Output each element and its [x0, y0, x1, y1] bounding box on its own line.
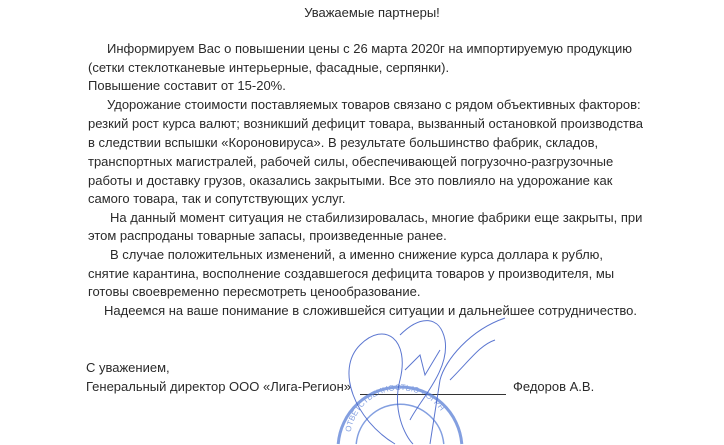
body-line: На данный момент ситуация не стабилизировалась, многие фабрики еще закрыты, при	[110, 210, 643, 225]
stamp	[338, 383, 462, 444]
body-line: самого товара, так и сопутствующих услуг.	[88, 191, 346, 206]
body-line: готовы своевременно пересмотреть ценообразование.	[88, 284, 421, 299]
body-line: (сетки стеклотканевые интерьерные, фасадные, серпянки).	[88, 60, 450, 75]
body-line: Повышение составит от 15-20%.	[88, 78, 286, 93]
closing: С уважением,	[86, 360, 170, 375]
body-line: Надеемся на ваше понимание в сложившейся ситуации и дальнейшее сотрудничество.	[104, 303, 637, 318]
body-line: транспортных магистралей, рабочей силы, обеспечивающей погрузочно-разгрузочные	[88, 154, 614, 169]
body-line: этом распроданы товарные запасы, произведенные ранее.	[88, 228, 447, 243]
stamp-text: ОТВЕТСТВЕННОСТЬЮ • ОГРН	[343, 382, 447, 433]
body-line: работы и доставку грузов, оказались закрытыми. Все это повлияло на удорожание как	[88, 173, 613, 188]
signer-title: Генеральный директор ООО «Лига-Регион»	[86, 379, 352, 394]
body-line: В случае положительных изменений, а именно снижение курса доллара к рублю,	[110, 247, 604, 262]
body-line: в следствии вспышки «Короновируса». В результате большинство фабрик, складов,	[88, 135, 599, 150]
body-line: снятие карантина, восполнение создавшегося дефицита товаров у производителя, мы	[88, 266, 615, 281]
letter-title: Уважаемые партнеры!	[304, 5, 440, 20]
signer-name: Федоров А.В.	[513, 379, 595, 394]
body-line: резкий рост курса валют; возникший дефицит товара, вызванный остановкой производства	[88, 116, 643, 131]
signature	[349, 318, 505, 444]
body-line: Удорожание стоимости поставляемых товаров связано с рядом объективных факторов:	[107, 97, 641, 112]
body-line: Информируем Вас о повышении цены с 26 марта 2020г на импортируемую продукцию	[107, 41, 633, 56]
